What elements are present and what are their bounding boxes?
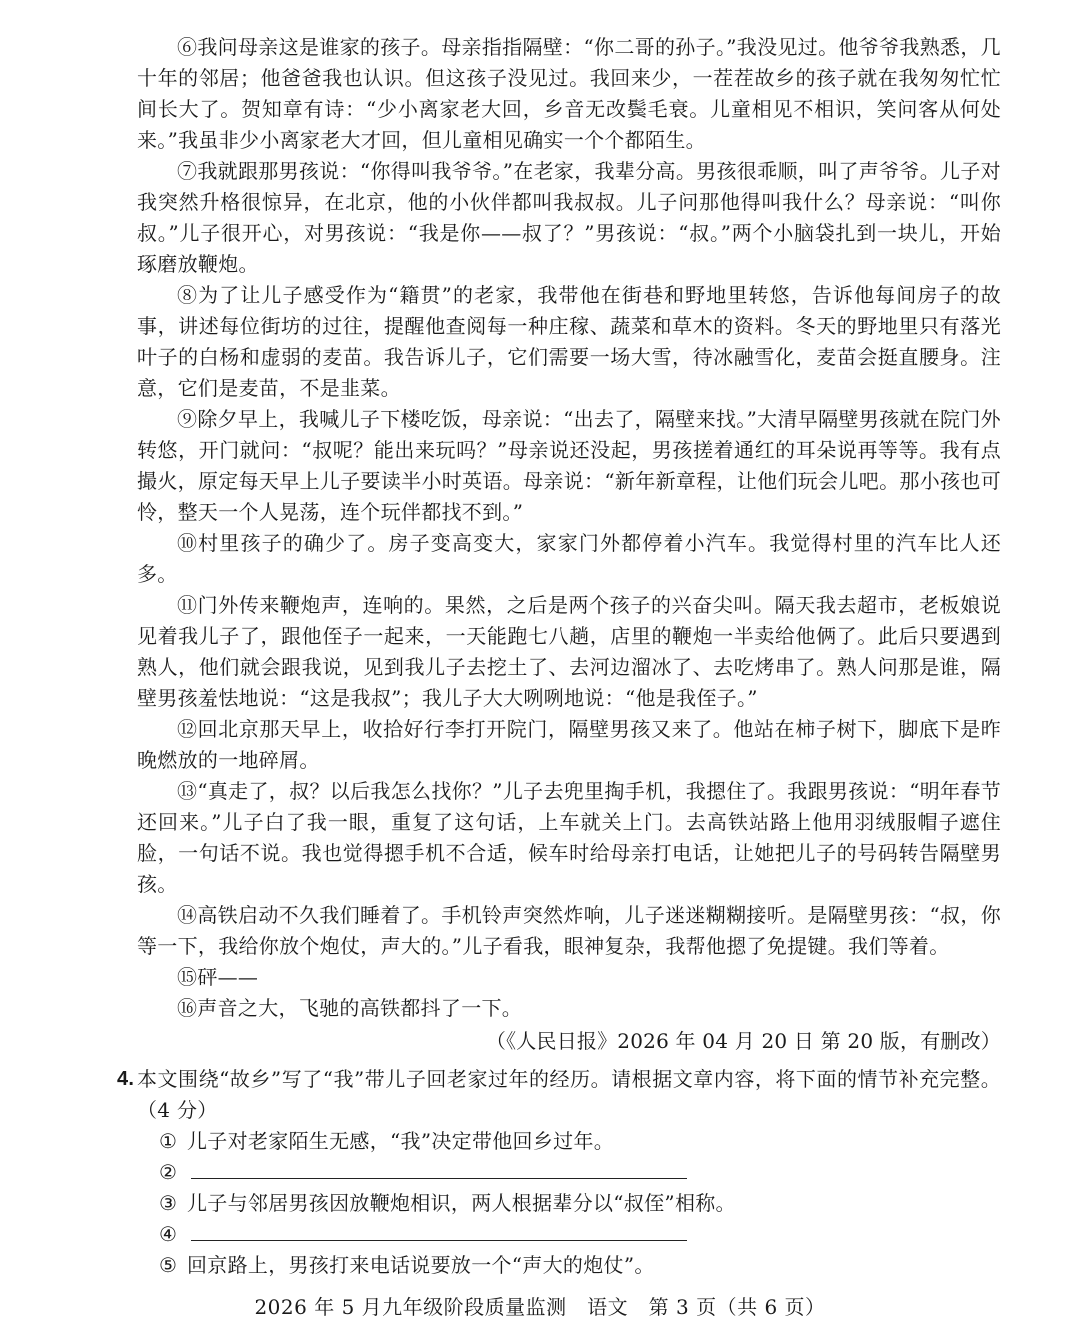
question-number: 4.	[117, 1068, 135, 1090]
paragraph-12: ⑫回北京那天早上，收拾好行李打开院门，隔壁男孩又来了。他站在柿子树下，脚底下是昨晚燃放的一地碎屑。	[137, 717, 1001, 772]
paragraph-8: ⑧为了让儿子感受作为“籍贯”的老家，我带他在街巷和野地里转悠，告诉他每间房子的故事，讲述每位街坊的过往，提醒他查阅每一种庄稼、蔬菜和草木的资料。冬天的野地里只有落光叶子的白杨和虚弱的麦苗。我告诉儿子，它们需要一场大雪，待冰融雪化，麦苗会挺直腰身。注意，它们是麦苗，不是韭菜。	[137, 283, 1001, 400]
paragraph-7: ⑦我就跟那男孩说：“你得叫我爷爷。”在老家，我辈分高。男孩很乖顺，叫了声爷爷。儿子对我突然升格很惊异，在北京，他的小伙伴都叫我叔叔。儿子问那他得叫我什么？母亲说：“叫你叔。”儿子很开心，对男孩说：“我是你——叔了？”男孩说：“叔。”两个小脑袋扎到一块儿，开始琢磨放鞭炮。	[137, 159, 1001, 276]
plot-item-number: ⑤	[159, 1253, 178, 1277]
paragraph-13: ⑬“真走了，叔？以后我怎么找你？”儿子去兜里掏手机，我摁住了。我跟男孩说：“明年春节还回来。”儿子白了我一眼，重复了这句话，上车就关上门。去高铁站路上他用羽绒服帽子遮住脸，一句话不说。我也觉得摁手机不合适，候车时给母亲打电话，让她把儿子的号码转告隔壁男孩。	[137, 779, 1001, 896]
page-footer: 2026 年 5 月九年级阶段质量监测 语文 第 3 页（共 6 页）	[254, 1295, 826, 1319]
plot-item-3	[159, 1188, 1001, 1219]
answer-blank-4[interactable]	[191, 1220, 687, 1241]
question-stem-block	[117, 1064, 1001, 1126]
paragraph-11: ⑪门外传来鞭炮声，连响的。果然，之后是两个孩子的兴奋尖叫。隔天我去超市，老板娘说见着我儿子了，跟他侄子一起来，一天能跑七八趟，店里的鞭炮一半卖给他俩了。此后只要遇到熟人，他们就会跟我说，见到我儿子去挖土了、去河边溜冰了、去吃烤串了。熟人问那是谁，隔壁男孩羞怯地说：“这是我叔”；我儿子大大咧咧地说：“他是我侄子。”	[137, 593, 1001, 710]
plot-item-text: 儿子与邻居男孩因放鞭炮相识，两人根据辈分以“叔侄”相称。	[187, 1191, 736, 1215]
question-4	[117, 1064, 1001, 1281]
plot-item-number: ③	[159, 1191, 178, 1215]
paragraph-6: ⑥我问母亲这是谁家的孩子。母亲指指隔壁：“你二哥的孙子。”我没见过。他爷爷我熟悉，几十年的邻居；他爸爸我也认识。但这孩子没见过。我回来少，一茬茬故乡的孩子就在我匆匆忙忙间长大了。贺知章有诗：“少小离家老大回，乡音无改鬓毛衰。儿童相见不相识，笑问客从何处来。”我虽非少小离家老大才回，但儿童相见确实一个个都陌生。	[137, 35, 1001, 152]
plot-item-2	[159, 1157, 1001, 1188]
paragraph-15: ⑮砰——	[177, 965, 259, 989]
plot-item-text: 回京路上，男孩打来电话说要放一个“声大的炮仗”。	[187, 1253, 655, 1277]
paragraph-16: ⑯声音之大，飞驰的高铁都抖了一下。	[177, 996, 523, 1020]
plot-item-5	[159, 1250, 1001, 1281]
source-citation: （《人民日报》2026 年 04 月 20 日 第 20 版，有删改）	[485, 1029, 1001, 1053]
paragraph-10: ⑩村里孩子的确少了。房子变高变大，家家门外都停着小汽车。我觉得村里的汽车比人还多。	[137, 531, 1001, 586]
plot-item-1	[159, 1126, 1001, 1157]
plot-item-number: ④	[159, 1222, 178, 1246]
plot-item-number: ①	[159, 1129, 178, 1153]
plot-item-4	[159, 1219, 1001, 1250]
paragraph-14: ⑭高铁启动不久我们睡着了。手机铃声突然炸响，儿子迷迷糊糊接听。是隔壁男孩：“叔，你等一下，我给你放个炮仗，声大的。”儿子看我，眼神复杂，我帮他摁了免提键。我们等着。	[137, 903, 1001, 958]
answer-blank-2[interactable]	[191, 1158, 687, 1179]
plot-item-text: 儿子对老家陌生无感，“我”决定带他回乡过年。	[187, 1129, 615, 1153]
reading-passage	[137, 32, 1001, 1057]
paragraph-9: ⑨除夕早上，我喊儿子下楼吃饭，母亲说：“出去了，隔壁来找。”大清早隔壁男孩就在院门外转悠，开门就问：“叔呢？能出来玩吗？”母亲说还没起，男孩搓着通红的耳朵说再等等。我有点撮火，原定每天早上儿子要读半小时英语。母亲说：“新年新章程，让他们玩会儿吧。那小孩也可怜，整天一个人晃荡，连个玩伴都找不到。”	[137, 407, 1001, 524]
plot-item-number: ②	[159, 1160, 178, 1184]
question-stem: 本文围绕“故乡”写了“我”带儿子回老家过年的经历。请根据文章内容，将下面的情节补充完整。（4 分）	[137, 1067, 1001, 1122]
